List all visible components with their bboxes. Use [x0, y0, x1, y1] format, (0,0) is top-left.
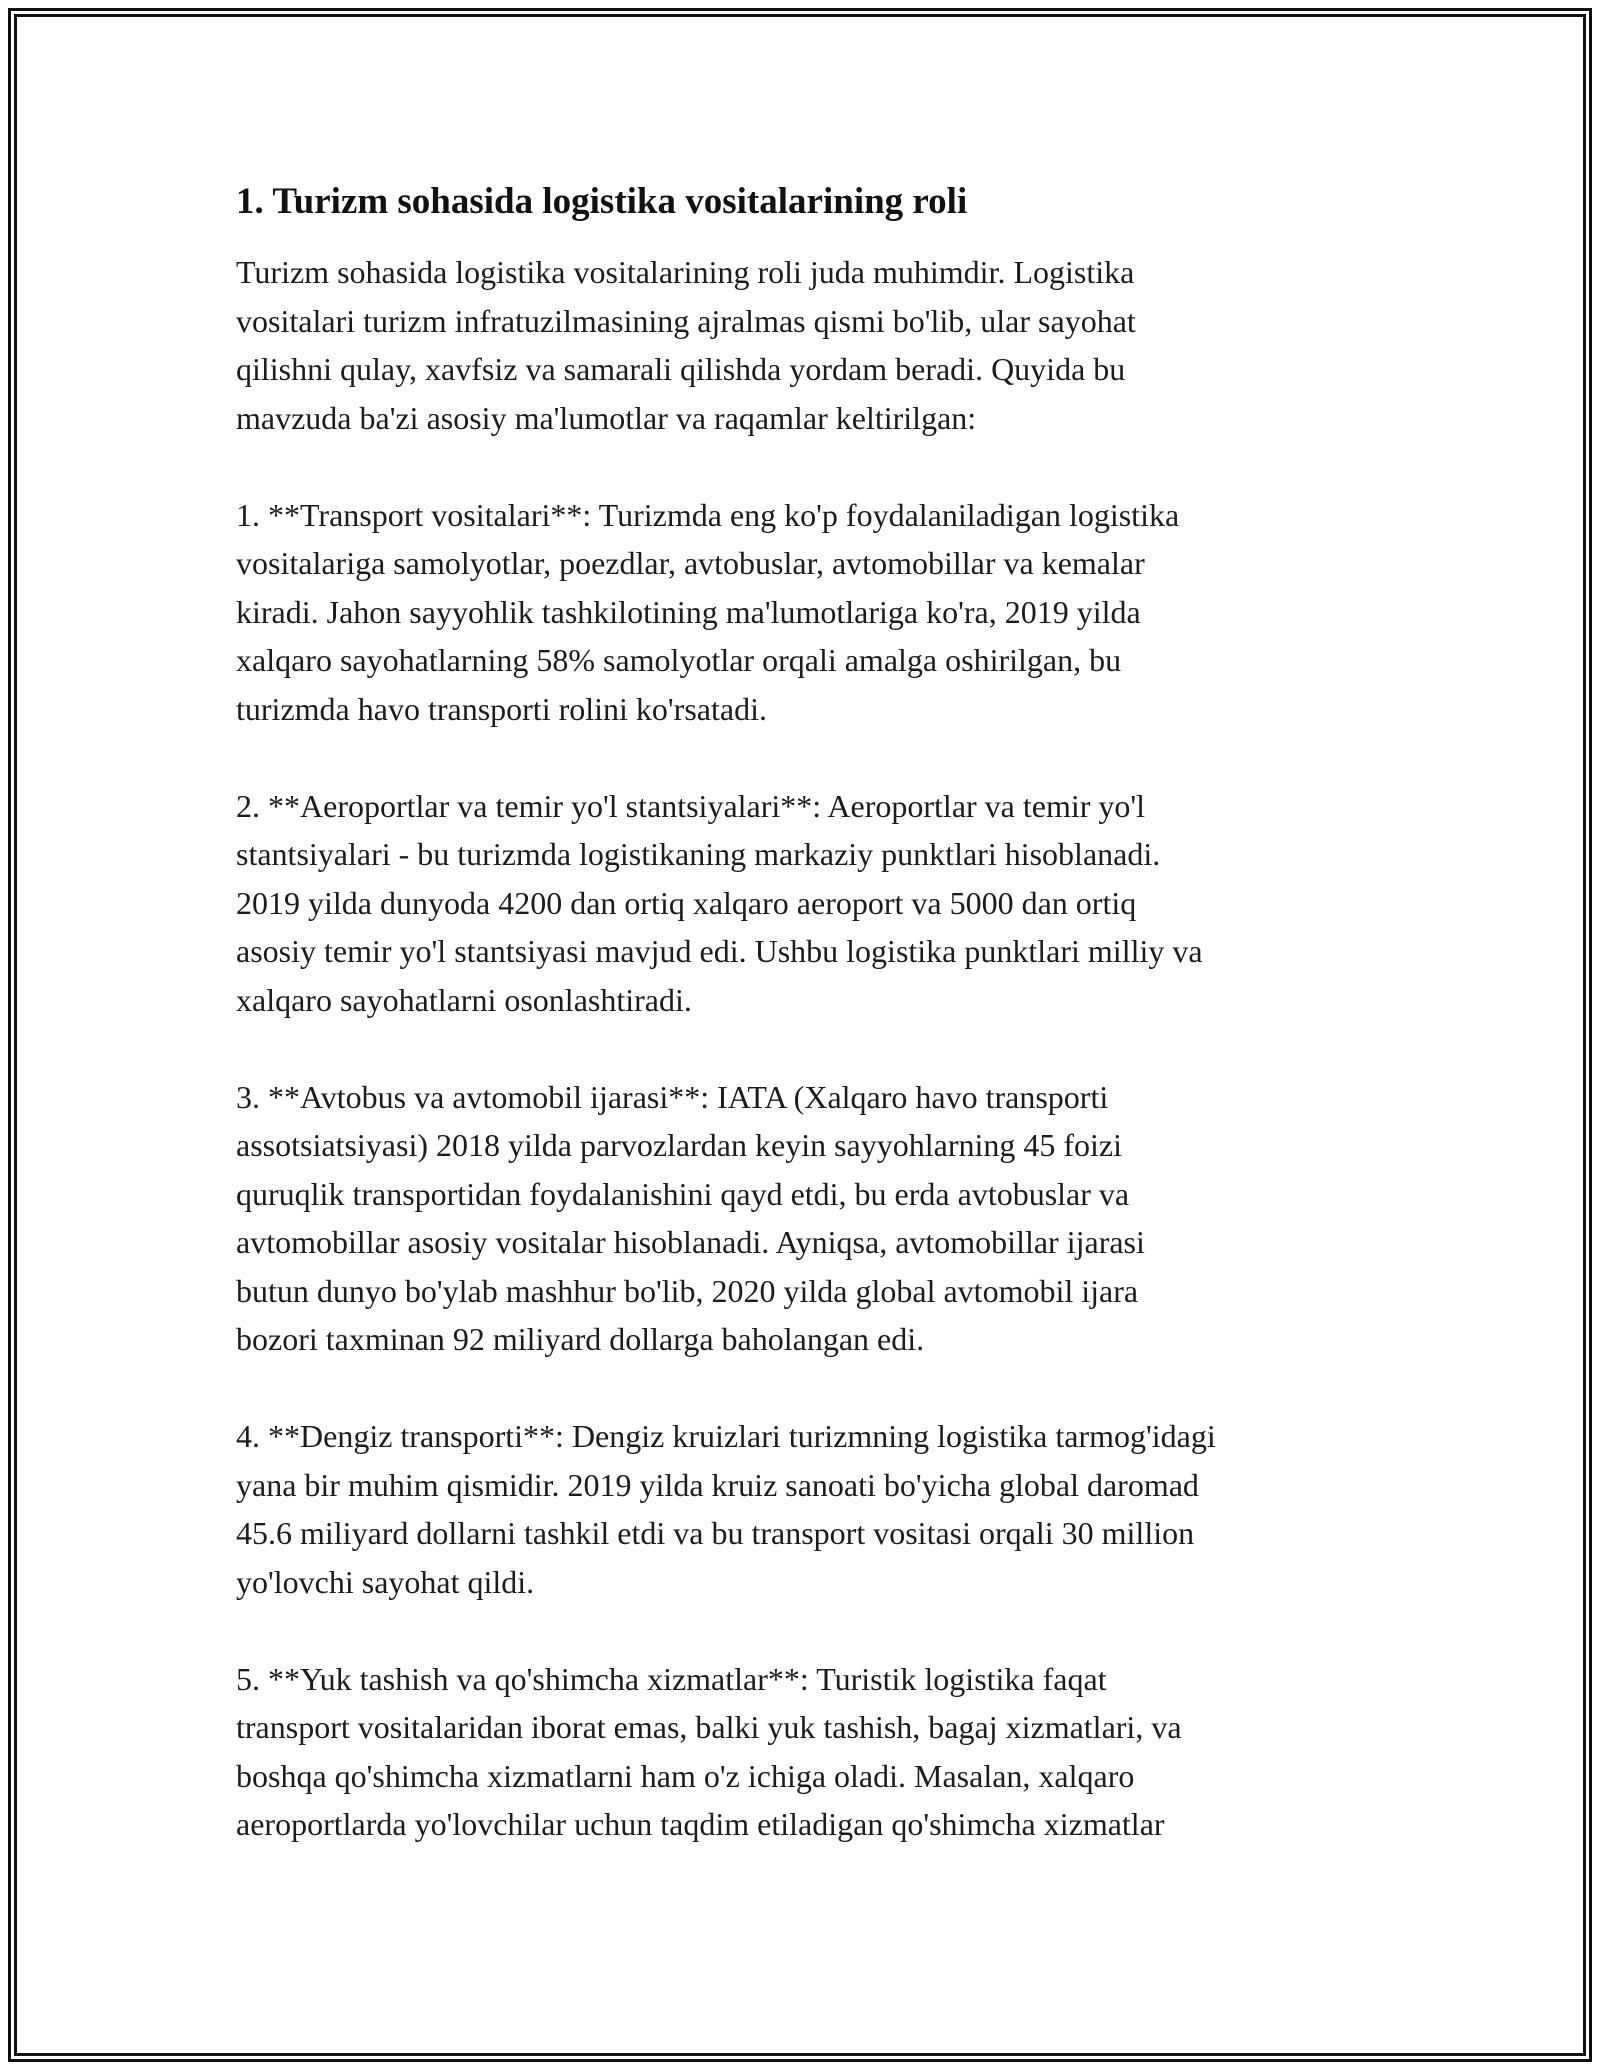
paragraph-sea-transport: 4. **Dengiz transporti**: Dengiz kruizlari turizmning logistika tarmog'idagi yana bir muhim qismidir. 2019 yilda kruiz sanoati bo'yicha global daromad 45.6 miliyard dollarni tashkil etdi va bu transport vositasi orqali 30 million yo'lovchi sayohat qildi. [236, 1418, 1216, 1600]
intro-paragraph: Turizm sohasida logistika vositalarining roli juda muhimdir. Logistika vositalari turizm infratuzilmasining ajralmas qismi bo'lib, ular sayohat qilishni qulay, xavfsiz va samarali qilishda yordam beradi. Quyida bu mavzuda ba'zi asosiy ma'lumotlar va raqamlar keltirilgan: [236, 254, 1136, 436]
document-body [236, 178, 1366, 1849]
paragraph-airports-railway-stations: 2. **Aeroportlar va temir yo'l stantsiyalari**: Aeroportlar va temir yo'l stantsiyalari - bu turizmda logistikaning markaziy punktlari hisoblanadi. 2019 yilda dunyoda 4200 dan ortiq xalqaro aeroport va 5000 dan ortiq asosiy temir yo'l stantsiyasi mavjud edi. Ushbu logistika punktlari milliy va xalqaro sayohatlarni osonlashtiradi. [236, 787, 1203, 1018]
paragraph-bus-car-rental: 3. **Avtobus va avtomobil ijarasi**: IATA (Xalqaro havo transporti assotsiatsiyasi) 2018 yilda parvozlardan keyin sayyohlarning 45 foizi quruqlik transportidan foydalanishini qayd etdi, bu erda avtobuslar va avtomobillar asosiy vositalar hisoblanadi. Ayniqsa, avtomobillar ijarasi butun dunyo bo'ylab mashhur bo'lib, 2020 yilda global avtomobil ijara bozori taxminan 92 miliyard dollarga baholangan edi. [236, 1078, 1145, 1357]
paragraph-cargo-additional-services: 5. **Yuk tashish va qo'shimcha xizmatlar**: Turistik logistika faqat transport vositalaridan iborat emas, balki yuk tashish, bagaj xizmatlari, va boshqa qo'shimcha xizmatlarni ham o'z ichiga oladi. Masalan, xalqaro aeroportlarda yo'lovchilar uchun taqdim etiladigan qo'shimcha xizmatlar [236, 1660, 1182, 1842]
paragraph-transport-vehicles: 1. **Transport vositalari**: Turizmda eng ko'p foydalaniladigan logistika vositalariga samolyotlar, poezdlar, avtobuslar, avtomobillar va kemalar kiradi. Jahon sayyohlik tashkilotining ma'lumotlariga ko'ra, 2019 yilda xalqaro sayohatlarning 58% samolyotlar orqali amalga oshirilgan, bu turizmda havo transporti rolini ko'rsatadi. [236, 496, 1180, 727]
section-heading: 1. Turizm sohasida logistika vositalarining roli [236, 181, 968, 222]
